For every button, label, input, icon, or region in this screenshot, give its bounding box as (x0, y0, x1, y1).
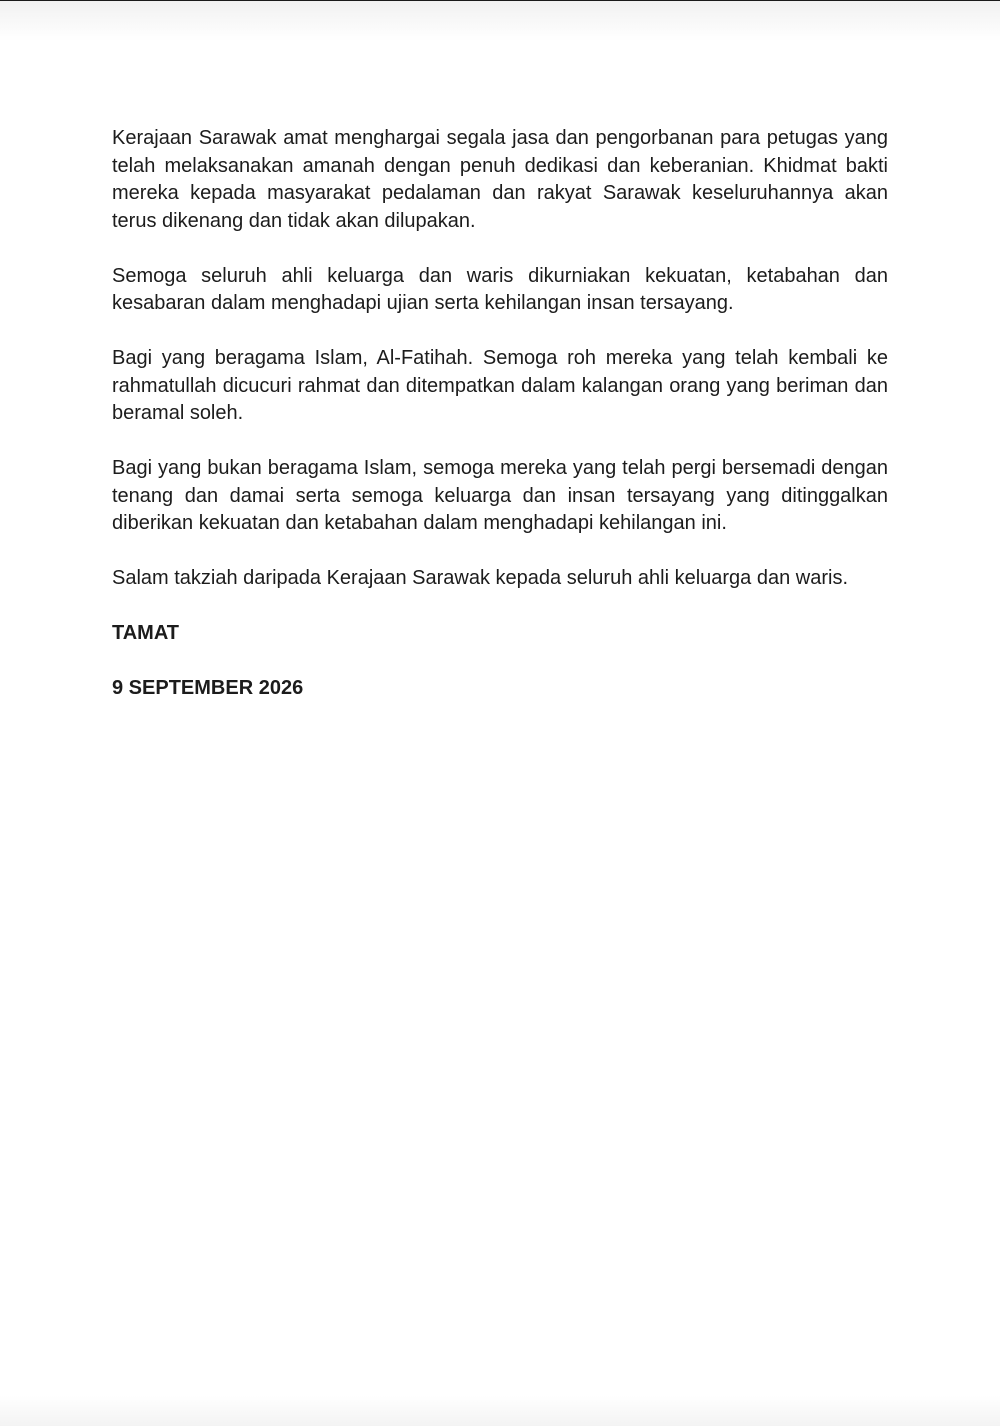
paragraph-muslim-prayer: Bagi yang beragama Islam, Al-Fatihah. Semoga roh mereka yang telah kembali ke rahmatullah dicucuri rahmat dan ditempatkan dalam kalangan orang yang beriman dan beramal soleh. (112, 347, 888, 424)
paragraph-non-muslim-prayer: Bagi yang bukan beragama Islam, semoga mereka yang telah pergi bersemadi dengan tenang dan damai serta semoga keluarga dan insan tersayang yang ditinggalkan diberikan kekuatan dan ketabahan dalam menghadapi kehilangan ini. (112, 457, 888, 534)
paragraph-condolence-family: Semoga seluruh ahli keluarga dan waris dikurniakan kekuatan, ketabahan dan kesabaran dalam menghadapi ujian serta kehilangan insan tersayang. (112, 264, 888, 314)
document-date: 9 SEPTEMBER 2026 (112, 677, 304, 699)
page-bottom-shading (0, 1396, 1000, 1426)
end-marker: TAMAT (112, 622, 180, 644)
paragraph-closing-condolence: Salam takziah daripada Kerajaan Sarawak kepada seluruh ahli keluarga dan waris. (112, 567, 848, 589)
page-top-shading (0, 1, 1000, 41)
document-body (112, 125, 888, 730)
paragraph-appreciation: Kerajaan Sarawak amat menghargai segala jasa dan pengorbanan para petugas yang telah melaksanakan amanah dengan penuh dedikasi dan keberanian. Khidmat bakti mereka kepada masyarakat pedalaman dan rakyat Sarawak keseluruhannya akan terus dikenang dan tidak akan dilupakan. (112, 127, 888, 232)
